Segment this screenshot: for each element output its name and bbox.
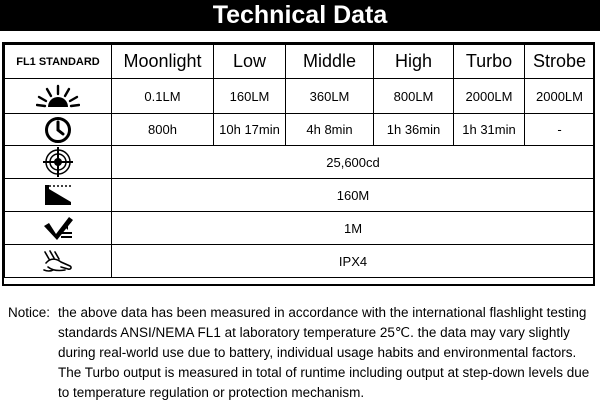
runtime-value: - [525, 114, 595, 146]
distance-icon-cell [5, 179, 112, 212]
runtime-value: 10h 17min [214, 114, 286, 146]
runtime-value: 1h 36min [374, 114, 454, 146]
standard-label: FL1 STANDARD [5, 45, 112, 79]
mode-header: Moonlight [112, 45, 214, 79]
water-row [5, 245, 595, 278]
output-value: 0.1LM [112, 79, 214, 114]
output-value: 160LM [214, 79, 286, 114]
impact-row [5, 212, 595, 245]
mode-header: Turbo [454, 45, 525, 79]
mode-header: Low [214, 45, 286, 79]
notice-text: the above data has been measured in accordance with the international flashlight testing standards ANSI/NEMA FL1 at laboratory temperature 25℃. the data may vary slightly during real-world use due to battery, individual usage habits and environmental factors. The Turbo output is measured in total of runtime including output at step-down levels due to temperature regulation or protection mechanism. [58, 305, 590, 400]
sun-burst-icon [36, 83, 80, 109]
intensity-value: 25,600cd [112, 146, 595, 179]
clock-icon [44, 116, 72, 144]
water-resistance-icon [41, 249, 75, 273]
mode-header: High [374, 45, 454, 79]
page-title: Technical Data [212, 1, 388, 29]
impact-resistance-icon [41, 214, 75, 242]
runtime-value: 1h 31min [454, 114, 525, 146]
impact-value: 1M [112, 212, 595, 245]
distance-value: 160M [112, 179, 595, 212]
spec-table [4, 44, 595, 278]
beam-distance-icon [43, 183, 73, 207]
runtime-row [5, 114, 595, 146]
distance-row [5, 179, 595, 212]
target-icon [43, 147, 73, 177]
output-value: 2000LM [454, 79, 525, 114]
mode-header: Middle [286, 45, 374, 79]
output-value: 800LM [374, 79, 454, 114]
intensity-icon-cell [5, 146, 112, 179]
runtime-value: 4h 8min [286, 114, 374, 146]
notice-block [8, 303, 598, 403]
runtime-icon-cell [5, 114, 112, 146]
output-icon-cell [5, 79, 112, 114]
output-value: 360LM [286, 79, 374, 114]
intensity-row [5, 146, 595, 179]
notice-label: Notice: [8, 305, 51, 320]
impact-icon-cell [5, 212, 112, 245]
page-title-banner [0, 0, 600, 31]
output-row [5, 79, 595, 114]
mode-header: Strobe [525, 45, 595, 79]
runtime-value: 800h [112, 114, 214, 146]
water-icon-cell [5, 245, 112, 278]
table-header-row [5, 45, 595, 79]
output-value: 2000LM [525, 79, 595, 114]
water-value: IPX4 [112, 245, 595, 278]
